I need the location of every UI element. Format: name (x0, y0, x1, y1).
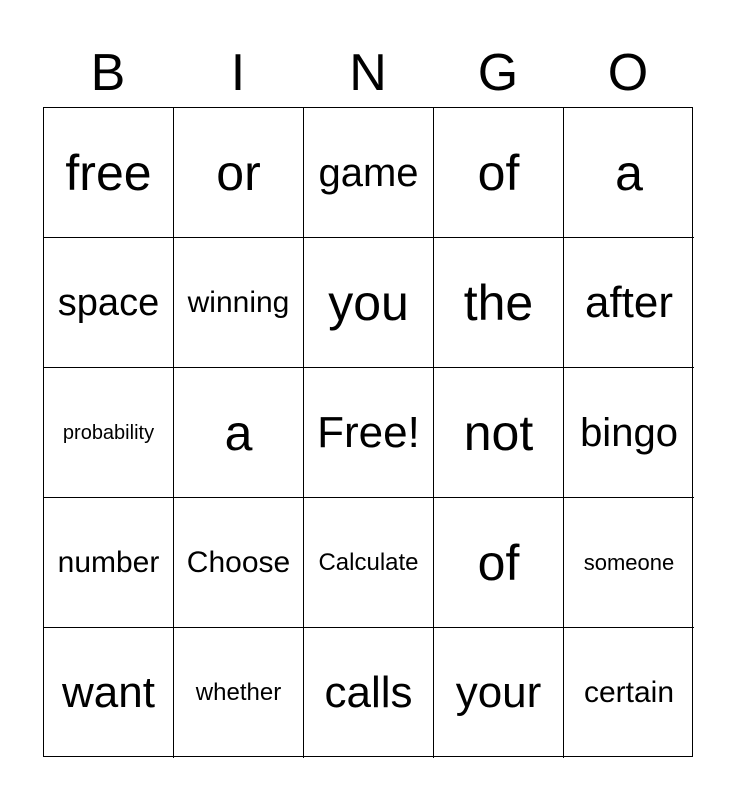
bingo-cell[interactable]: you (304, 238, 434, 368)
bingo-cell[interactable]: space (44, 238, 174, 368)
header-letter-b: B (90, 44, 126, 102)
bingo-cell[interactable]: want (44, 628, 174, 758)
bingo-cell[interactable]: of (434, 108, 564, 238)
bingo-cell[interactable]: calls (304, 628, 434, 758)
header-letter-g: G (477, 44, 519, 102)
bingo-cell[interactable]: certain (583, 676, 675, 709)
bingo-cell[interactable]: a (174, 368, 304, 498)
bingo-cell[interactable]: game (304, 108, 434, 238)
bingo-cell[interactable]: or (174, 108, 304, 238)
bingo-cell[interactable]: whether (174, 628, 304, 758)
bingo-cell[interactable]: free (44, 108, 174, 238)
bingo-cell[interactable]: the (434, 238, 564, 368)
free-space-cell[interactable]: Free! (304, 368, 434, 498)
bingo-cell[interactable]: of (434, 498, 564, 628)
bingo-cell[interactable]: probability (44, 368, 174, 498)
bingo-cell[interactable]: a (564, 108, 694, 238)
bingo-board (43, 107, 693, 757)
bingo-cell[interactable]: Choose (174, 498, 304, 628)
bingo-cell[interactable]: bingo (564, 368, 694, 498)
bingo-cell[interactable]: someone (564, 498, 694, 628)
bingo-header (43, 38, 693, 108)
bingo-cell[interactable]: after (564, 238, 694, 368)
bingo-cell[interactable]: your (434, 628, 564, 758)
bingo-cell[interactable]: not (434, 368, 564, 498)
bingo-cell[interactable]: winning (174, 238, 304, 368)
header-letter-i: I (230, 44, 246, 102)
header-letter-n: N (349, 44, 387, 102)
header-letter-o: O (607, 44, 649, 102)
bingo-cell[interactable]: number (44, 498, 174, 628)
bingo-cell[interactable]: Calculate (304, 498, 434, 628)
